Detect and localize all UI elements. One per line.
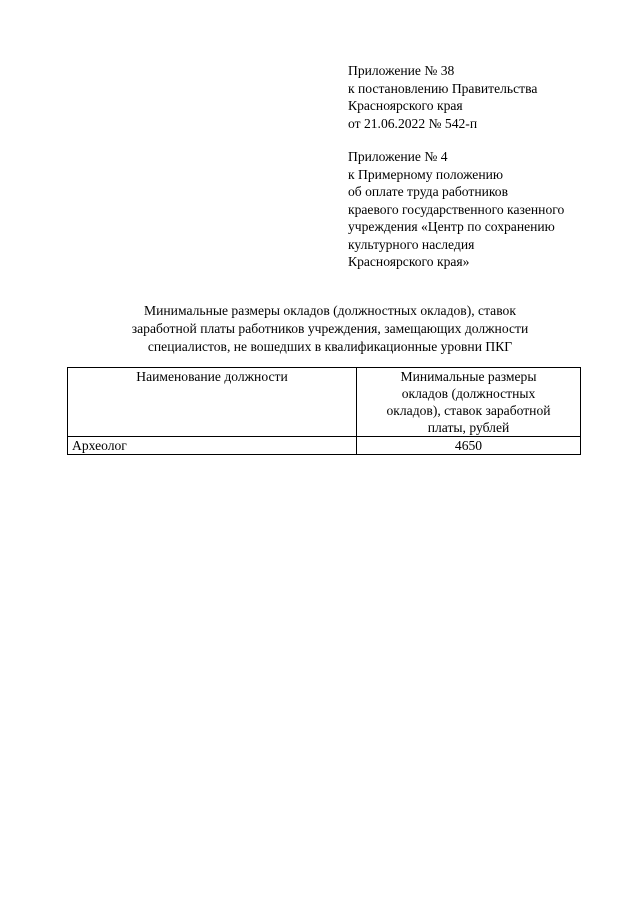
appendix-main-line: Красноярского края xyxy=(348,98,463,113)
appendix-sub-line: учреждения «Центр по сохранению xyxy=(348,219,555,234)
document-title-line: Минимальные размеры окладов (должностных окладов), ставок xyxy=(144,303,516,318)
table-row xyxy=(68,437,581,455)
header-salary-line: окладов (должностных xyxy=(401,386,536,401)
appendix-sub-header xyxy=(348,148,564,271)
appendix-sub-line: об оплате труда работников xyxy=(348,184,509,199)
header-salary-line: окладов), ставок заработной xyxy=(386,403,551,418)
appendix-main-line: к постановлению Правительства xyxy=(348,80,538,96)
appendix-sub-line: Приложение № 4 xyxy=(348,149,448,164)
salary-table xyxy=(67,367,581,455)
header-position: Наименование должности xyxy=(68,368,357,437)
document-title-line: заработной платы работников учреждения, замещающих должности xyxy=(131,321,529,336)
header-salary xyxy=(357,368,581,437)
table-header-row xyxy=(68,368,581,437)
cell-position: Археолог xyxy=(68,437,357,455)
appendix-main-line: от 21.06.2022 № 542-п xyxy=(348,115,478,131)
appendix-sub-line: краевого государственного казенного xyxy=(348,201,565,217)
appendix-sub-line: культурного наследия xyxy=(348,236,475,252)
header-salary-line: платы, рублей xyxy=(427,420,510,435)
document-title xyxy=(70,302,590,356)
cell-salary: 4650 xyxy=(357,437,581,455)
header-salary-line: Минимальные размеры xyxy=(400,369,537,384)
document-title-line: специалистов, не вошедших в квалификационные уровни ПКГ xyxy=(147,339,513,354)
appendix-sub-line: Красноярского края» xyxy=(348,254,470,269)
appendix-main-line: Приложение № 38 xyxy=(348,63,455,78)
appendix-sub-line: к Примерному положению xyxy=(348,166,504,182)
appendix-main-header xyxy=(348,62,537,132)
